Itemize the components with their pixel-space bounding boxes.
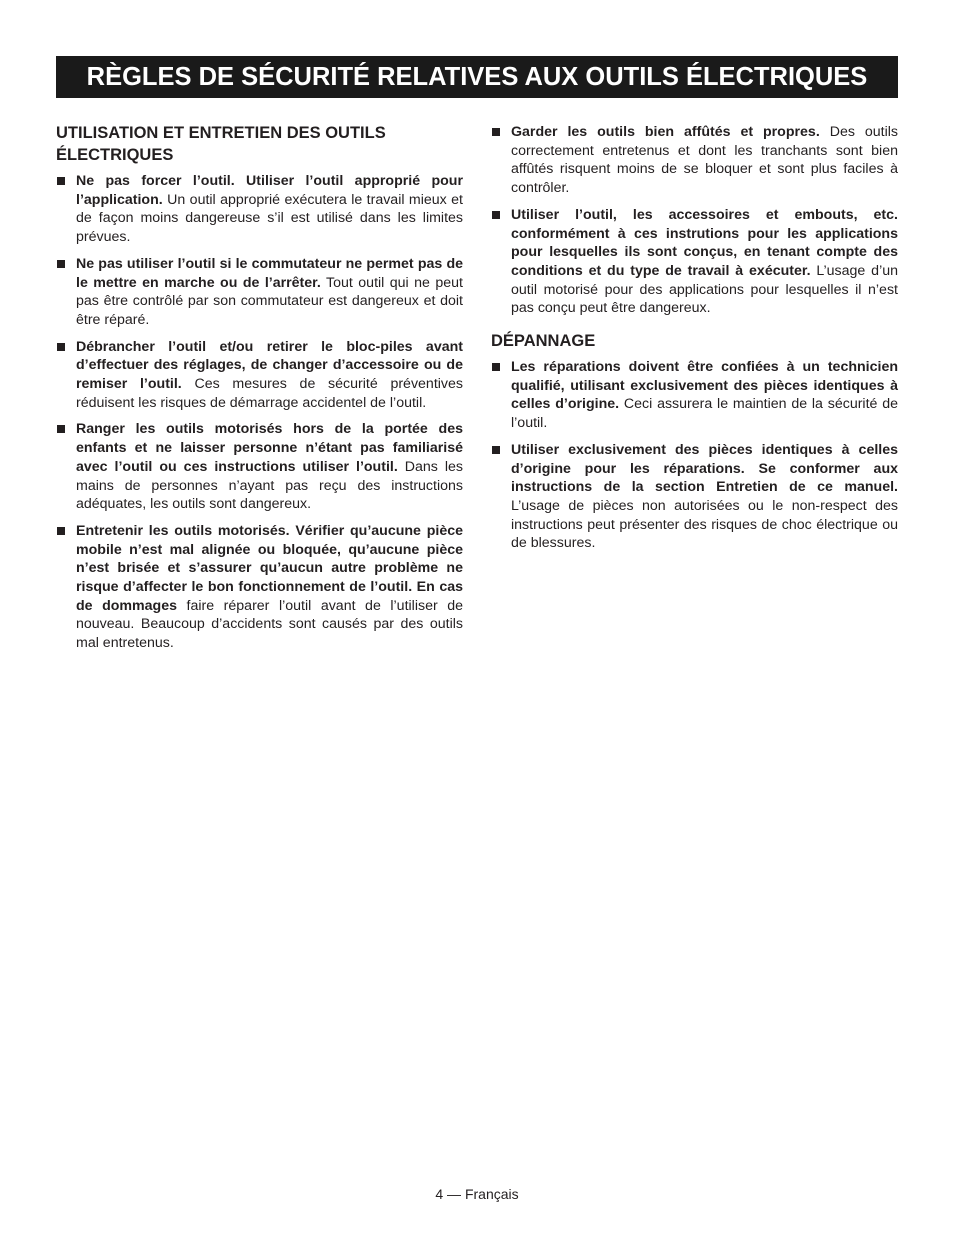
square-bullet-icon [57,177,65,185]
section-heading-usage: UTILISATION ET ENTRETIEN DES OUTILS ÉLECTRIQUES [56,124,386,164]
list-item [56,338,463,413]
list-item [56,420,463,514]
square-bullet-icon [57,425,65,433]
square-bullet-icon [57,343,65,351]
item-bold-text: Ne pas utiliser l’outil si le commutateur ne permet pas de le mettre en marche ou de l’arrêter. [76,255,463,291]
list-item [491,206,898,318]
item-text: faire réparer l’outil avant de l’utiliser de nouveau. Beaucoup d’accidents sont causés par des outils mal entretenus. [76,597,463,652]
left-column [56,122,463,661]
item-text: Tout outil qui ne peut pas être contrôlé par son commutateur est dangereux et doit être réparé. [76,274,463,328]
page-footer: 4 — Français [435,1186,519,1202]
item-bold-text: Ranger les outils motorisés hors de la portée des enfants et ne laisser personne n’étant pas familiarisé avec l’outil ou ces instructions utiliser l’outil. [76,421,463,475]
item-text: Ces mesures de sécurité préventives réduisent les risques de démarrage accidentel de l’outil. [76,376,463,411]
item-text: Ceci assurera le maintien de la sécurité de l’outil. [511,396,898,432]
item-text: Dans les mains de personnes n’ayant pas reçu des instructions adéquates, les outils sont dangereux. [76,458,464,513]
item-bold-text: Entretenir les outils motorisés. Vérifier qu’aucune pièce mobile n’est mal alignée ou bloquée, qu’aucune pièce n’est brisée et s’assurer qu’aucun autre problème ne risque d’affecter le bon fonctionnement de l’outil. En cas de dommages [76,522,463,614]
square-bullet-icon [57,260,65,268]
troubleshooting-list [491,358,898,553]
list-item [491,358,898,433]
square-bullet-icon [492,211,500,219]
list-item [56,522,463,653]
item-bold-text: Garder les outils bien affûtés et propres. [511,124,820,140]
usage-list [56,172,463,653]
item-bold-text: Débrancher l’outil et/ou retirer le bloc-piles avant d’effectuer des réglages, de changer d’accessoire ou de remiser l’outil. [76,338,463,393]
square-bullet-icon [492,363,500,371]
list-item [491,441,898,553]
usage-list-continued [491,123,898,318]
square-bullet-icon [492,128,500,136]
item-text: Un outil approprié exécutera le travail mieux et de façon moins dangereuse s’il est utilisé dans les limites prévues. [76,191,463,246]
right-column [491,123,898,561]
section-heading-troubleshooting: DÉPANNAGE [491,332,596,351]
item-text: L’usage d’un outil motorisé pour des applications pour lesquelles il n’est pas conçu peut être dangereux. [511,262,898,317]
item-text: L’usage de pièces non autorisées ou le non-respect des instructions peut présenter des risques de choc électrique ou de blessures. [511,497,898,552]
item-text: Des outils correctement entretenus et dont les tranchants sont bien affûtés risquent moins de se bloquer et sont plus faciles à contrôler. [511,124,898,197]
item-bold-text: Ne pas forcer l’outil. Utiliser l’outil approprié pour l’application. [76,173,463,208]
list-item [56,172,463,247]
list-item [56,255,463,330]
list-item [491,123,898,198]
item-bold-text: Utiliser exclusivement des pièces identiques à celles d’origine pour les réparations. Se conformer aux instructions de la section Entretien de ce manuel. [511,441,898,496]
item-bold-text: Utiliser l’outil, les accessoires et embouts, etc. conformément à ces instrutions pour les applications pour lesquelles ils sont conçus, en tenant compte des conditions et du type de travail à exécuter. [511,206,898,279]
square-bullet-icon [492,446,500,454]
item-bold-text: Les réparations doivent être confiées à un technicien qualifié, utilisant exclusivement des pièces identiques à celles d’origine. [511,359,898,413]
title-banner [56,56,898,98]
square-bullet-icon [57,527,65,535]
page-title: RÈGLES DE SÉCURITÉ RELATIVES AUX OUTILS ÉLECTRIQUES [86,62,868,91]
